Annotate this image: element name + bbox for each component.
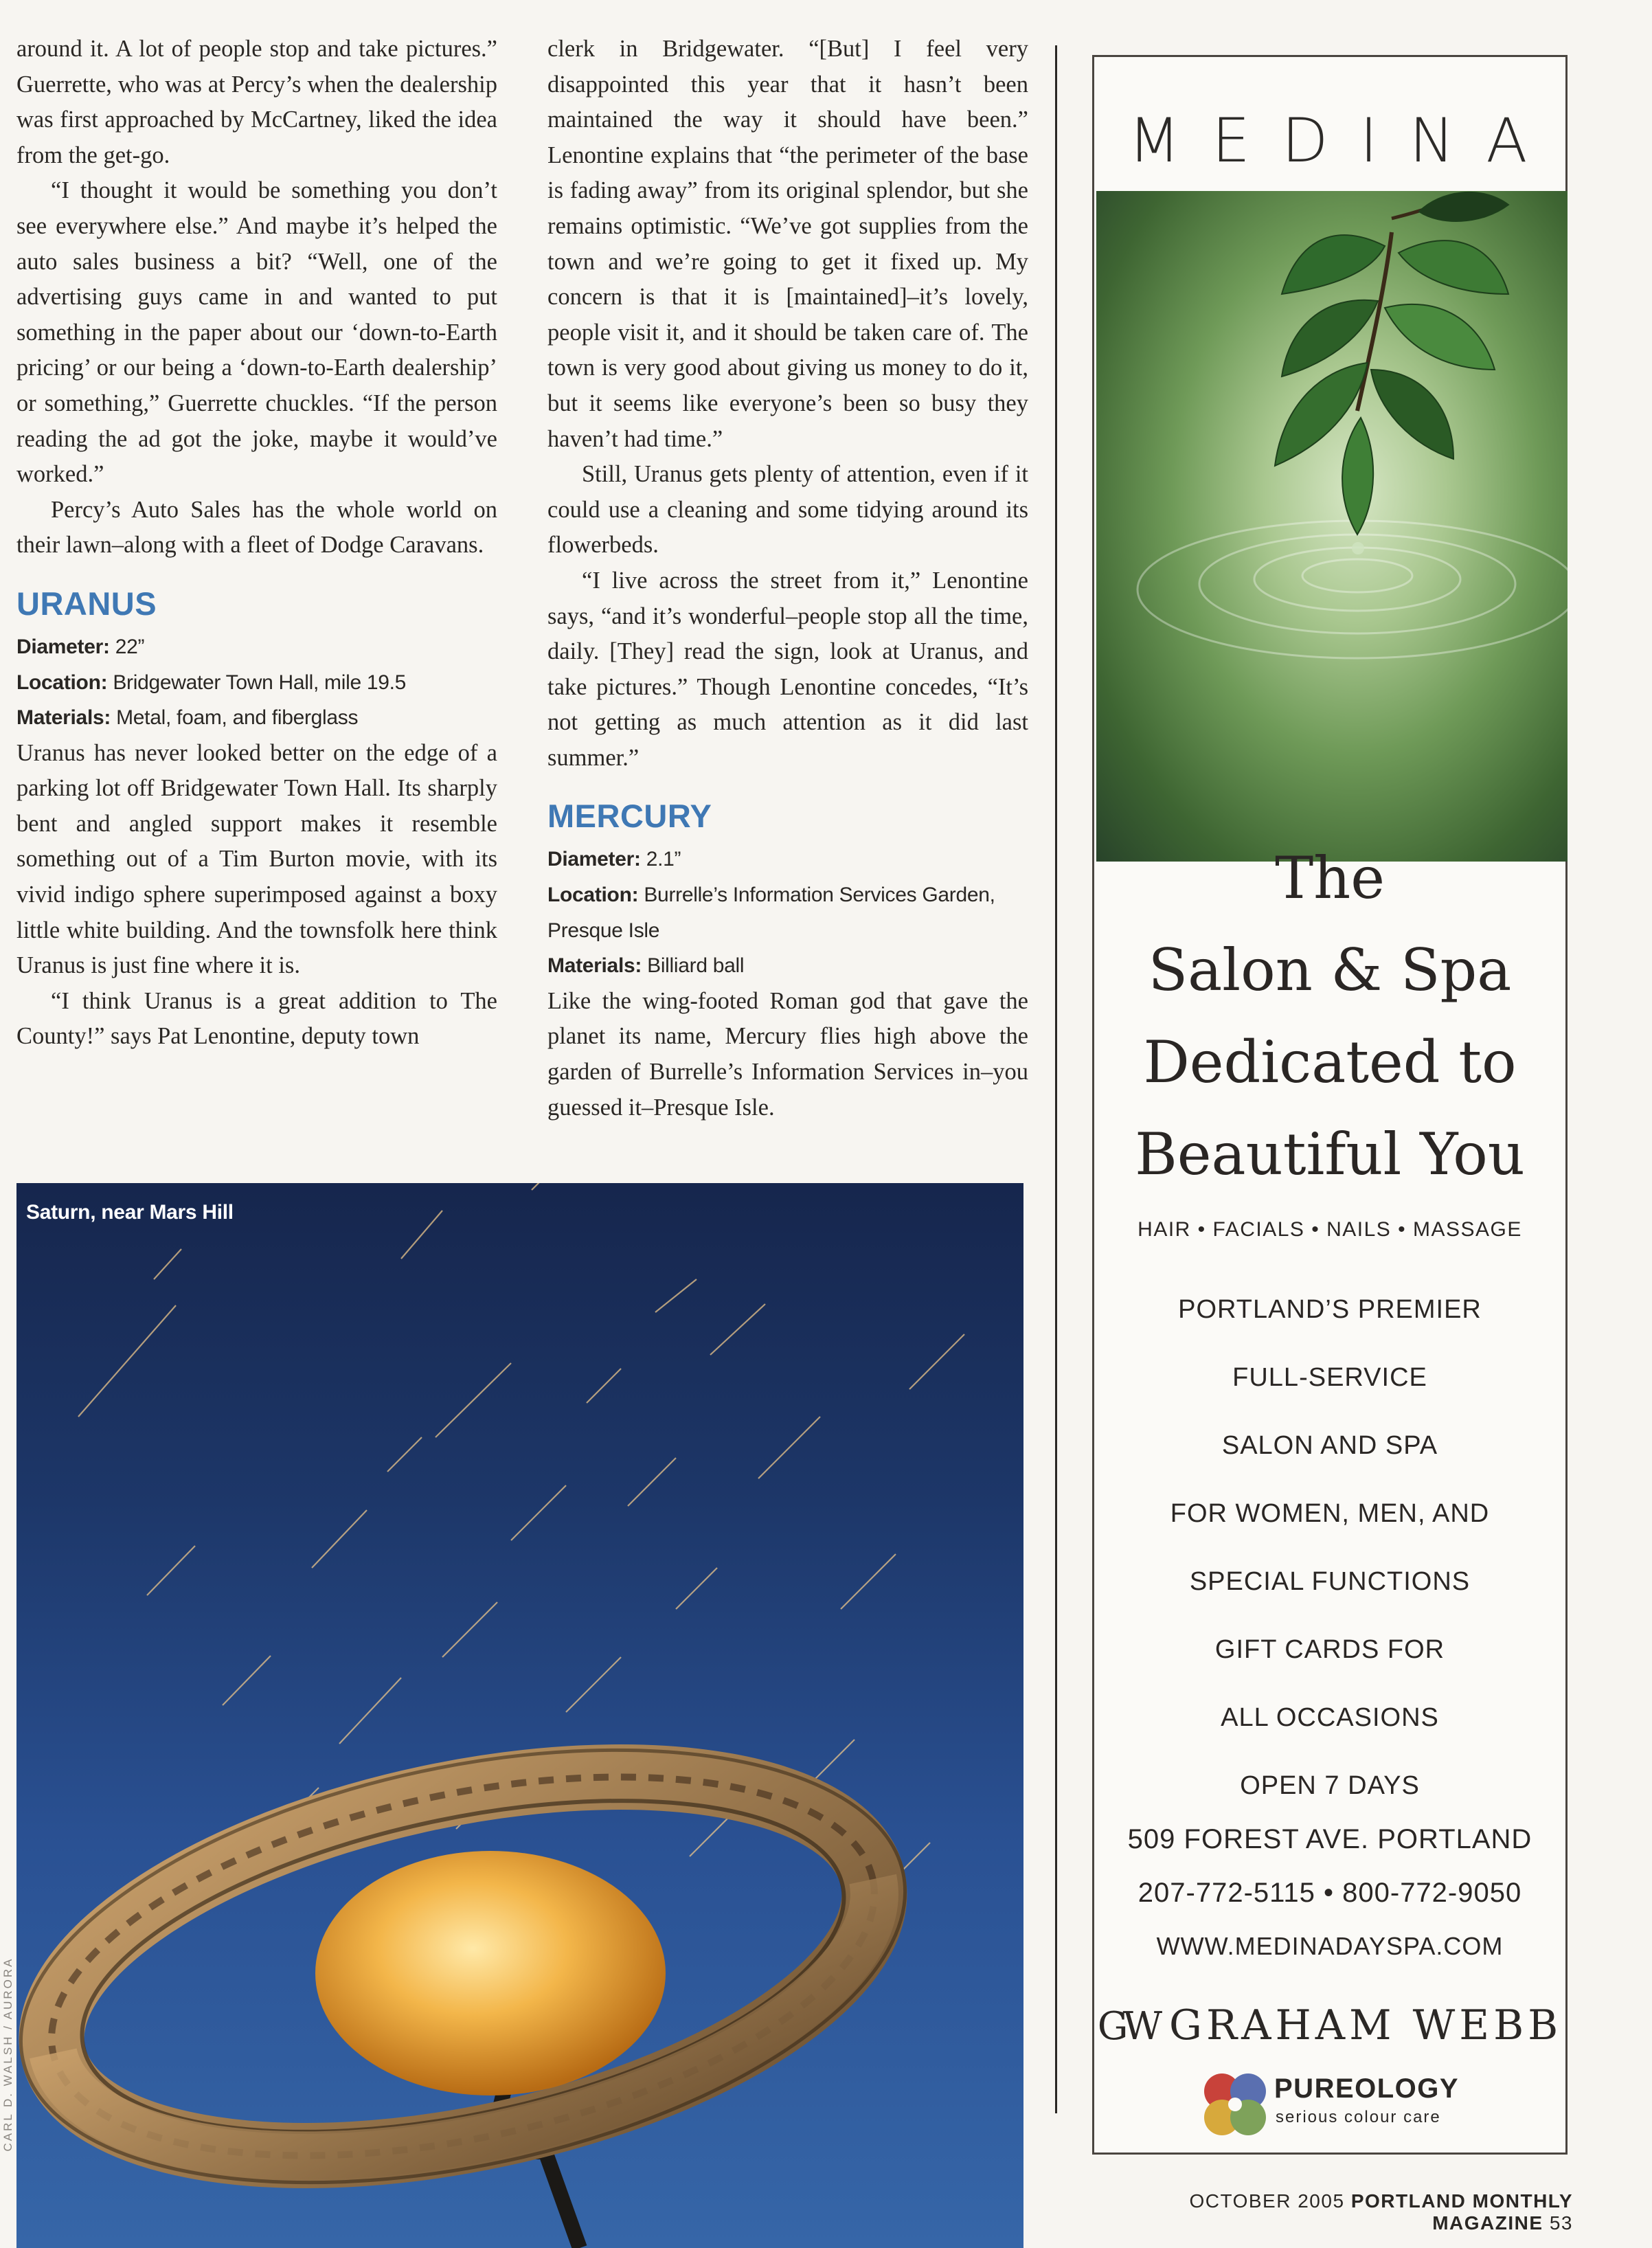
photo-caption: Saturn, near Mars Hill	[26, 1201, 234, 1224]
paragraph: Like the wing-footed Roman god that gave the planet its name, Mercury flies high above the garden of Burrelle’s Information Services in–you guessed it–Presque Isle.	[547, 987, 1028, 1121]
page-number: 53	[1549, 2212, 1573, 2234]
ad-line: FOR WOMEN, MEN, AND	[1170, 1499, 1490, 1528]
fact-label: Materials:	[16, 706, 111, 730]
fact-label: Location:	[547, 884, 639, 907]
mercury-materials	[547, 948, 1028, 984]
ad-phones: 207-772-5115 • 800-772-9050	[1138, 1878, 1522, 1908]
uranus-diameter	[16, 629, 497, 665]
headline-line: Salon & Spa	[1148, 936, 1512, 1004]
fact-label: Materials:	[547, 954, 642, 978]
paragraph: Percy’s Auto Sales has the whole world on their lawn–along with a fleet of Dodge Caravans.	[16, 496, 497, 559]
headline-line: Beautiful You	[1135, 1121, 1525, 1188]
medina-advertisement	[1092, 55, 1568, 2155]
paragraph: “I live across the street from it,” Lenontine says, “and it’s wonderful–people stop all the time, daily. [They] read the sign, look at Uranus, and take pictures.” Though Lenontine concedes, “It’s not getting as much attention as it did last summer.”	[547, 567, 1028, 771]
photo-credit: CARL D. WALSH / AURORA	[1, 1957, 14, 2152]
uranus-location	[16, 665, 497, 701]
column-divider	[1055, 45, 1057, 2113]
saturn-photo	[16, 1183, 1023, 2248]
mercury-diameter	[547, 842, 1028, 877]
fact-label: Location:	[16, 671, 108, 694]
graham-webb-name: GRAHAM WEBB	[1169, 2001, 1563, 2049]
uranus-materials	[16, 700, 497, 736]
saturn-sculpture-illustration	[16, 1183, 1023, 2248]
ad-line: OPEN 7 DAYS	[1240, 1771, 1420, 1800]
headline-line: The	[1275, 844, 1385, 912]
ad-headline	[1094, 832, 1565, 1200]
page-footer	[1078, 2190, 1573, 2234]
fact-value: Bridgewater Town Hall, mile 19.5	[113, 671, 407, 694]
ad-line: PORTLAND’S PREMIER	[1178, 1295, 1482, 1324]
fact-label: Diameter:	[547, 848, 641, 871]
paragraph: Still, Uranus gets plenty of attention, even if it could use a cleaning and some tidying around its flowerbeds.	[547, 461, 1028, 559]
ad-brand: MEDINA	[1128, 105, 1559, 176]
fact-value: 2.1”	[646, 848, 681, 871]
headline-line: Dedicated to	[1143, 1029, 1517, 1096]
ad-line: ALL OCCASIONS	[1221, 1703, 1439, 1732]
issue-date: OCTOBER 2005	[1189, 2190, 1345, 2212]
ad-website: WWW.MEDINADAYSPA.COM	[1156, 1932, 1504, 1960]
ad-line: SPECIAL FUNCTIONS	[1189, 1567, 1471, 1596]
graham-webb-logo	[1094, 2001, 1565, 2049]
pureology-name: PUREOLOGY	[1274, 2073, 1460, 2104]
leaf-water-photo	[1096, 191, 1568, 862]
paragraph: “I thought it would be something you don’t see everywhere else.” And maybe it’s helped the auto sales business a bit? “Well, one of the advertising guys came in and wanted to put something in the paper about our ‘down-to-Earth pricing’ or our being a ‘down-to-Earth dealership’ or something,” Guerrette chuckles. “If the person reading the ad got the joke, maybe it would’ve worked.”	[16, 177, 497, 488]
ad-services: HAIR • FACIALS • NAILS • MASSAGE	[1138, 1218, 1522, 1241]
paragraph: around it. A lot of people stop and take pictures.” Guerrette, who was at Percy’s when the dealership was first approached by McCartney, liked the idea from the get-go.	[16, 36, 497, 168]
section-heading-uranus: URANUS	[16, 585, 157, 622]
ad-line: GIFT CARDS FOR	[1214, 1635, 1445, 1664]
ad-line: SALON AND SPA	[1221, 1431, 1438, 1460]
ad-line: FULL-SERVICE	[1232, 1363, 1427, 1392]
graham-webb-monogram: GW	[1097, 2004, 1157, 2049]
saturn-globe	[315, 1851, 666, 2095]
ad-contact	[1094, 1812, 1565, 1973]
pureology-logo	[1197, 2067, 1486, 2142]
article-column-1	[16, 32, 497, 1055]
paragraph: clerk in Bridgewater. “[But] I feel very disappointed this year that it hasn’t been maintained the way it should have been.” Lenontine explains that “the perimeter of the base is fading away” from its original splendor, but she remains optimistic. “We’ve got supplies from the town and we’re going to get it fixed up. My concern is that it is [maintained]–it’s lovely, people visit it, and it should be taken care of. The town is very good about giving us money to do it, but it seems like everyone’s been so busy they haven’t had time.”	[547, 36, 1028, 452]
fact-value: Metal, foam, and fiberglass	[116, 706, 359, 730]
leaf-branch-illustration	[1096, 191, 1568, 862]
pureology-flower-icon	[1197, 2067, 1273, 2142]
fact-label: Diameter:	[16, 635, 110, 658]
pureology-tagline: serious colour care	[1276, 2108, 1441, 2126]
section-heading-mercury: MERCURY	[547, 798, 712, 835]
ad-feature-list	[1094, 1276, 1565, 1820]
ad-address: 509 FOREST AVE. PORTLAND	[1127, 1824, 1532, 1854]
fact-value: Burrelle’s Information Services Garden, Presque Isle	[547, 884, 995, 942]
fact-value: Billiard ball	[647, 954, 745, 978]
paragraph: “I think Uranus is a great addition to The County!” says Pat Lenontine, deputy town	[16, 987, 497, 1050]
fact-value: 22”	[115, 635, 145, 658]
article-column-2	[547, 32, 1028, 1125]
magazine-name: PORTLAND MONTHLY MAGAZINE	[1350, 2190, 1573, 2234]
paragraph: Uranus has never looked better on the edge of a parking lot off Bridgewater Town Hall. Its sharply bent and angled support makes it resemble something out of a Tim Burton movie, with its vivid indigo sphere superimposed against a boxy little white building. And the townsfolk here think Uranus is just fine where it is.	[16, 739, 497, 979]
mercury-location	[547, 877, 1028, 948]
